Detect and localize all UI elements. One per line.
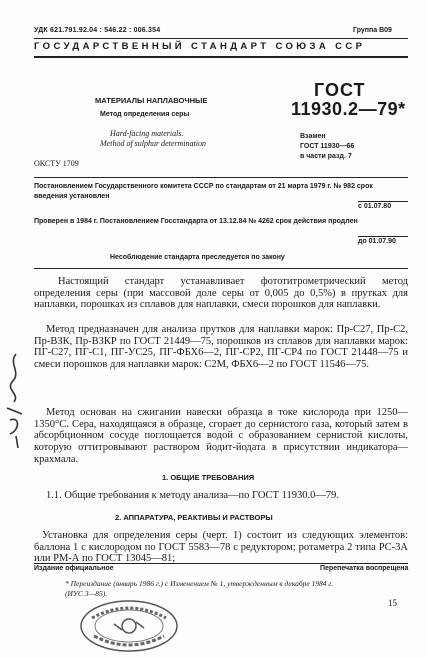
method-title: Метод определения серы: [100, 111, 190, 118]
paragraph-principle: Метод основан на сжигании навески образца в токе кислорода при 1250—1350°С. Сера, находящаяся в образце, сгорает до сернистого газа, который затем в абсорбционном сосуде поглощается водой с образованием сернистой кислоты, которую оттитровывают раствором йодит-йодата в присутствии индикатора—крахмала.: [34, 407, 408, 465]
paragraph-scope: Настоящий стандарт устанавливает фототитрометрический метод определения серы (при массовой доле серы от 0,005 до 0,5%) в прутках для наплавки, порошках из сплавов для наплавки, смеси порошков для наплавки.: [34, 276, 408, 311]
replace-part: в части разд. 7: [300, 153, 352, 160]
checked-text: Проверен в 1984 г. Постановлением Госстандарта от 13.12.84 № 4262 срок действия продлен: [34, 218, 358, 225]
section-2-paragraph: Установка для определения серы (черт. 1) состоит из следующих элементов: баллона 1 с кислородом по ГОСТ 5583—78 с редуктором; ротаметра 2 типа РС-3А или РМ-А по ГОСТ 13045—81;: [34, 530, 408, 565]
page-number: 15: [388, 598, 397, 608]
section-1-title: 1. ОБЩИЕ ТРЕБОВАНИЯ: [162, 473, 255, 482]
english-title-2: Method of sulphur determination: [100, 139, 206, 148]
standard-header: ГОСУДАРСТВЕННЫЙ СТАНДАРТ СОЮЗА ССР: [34, 41, 366, 52]
date-rule-2: [358, 236, 408, 237]
gost-label: ГОСТ: [314, 80, 366, 100]
decree-rule: [34, 177, 408, 178]
header-rule: [34, 56, 408, 58]
udk-code: УДК 621.791.92.04 : 546.22 : 006.354: [34, 27, 161, 34]
group-code: Группа В09: [353, 27, 392, 34]
replace-text: ГОСТ 11930—66: [300, 143, 355, 150]
reprint-prohibited: Перепечатка воспрещена: [320, 565, 409, 572]
extended-date: до 01.07.90: [358, 238, 396, 245]
handwritten-margin-note-image: [2, 350, 28, 450]
section-1-paragraph: 1.1. Общие требования к методу анализа—по ГОСТ 11930.0—79.: [46, 490, 339, 501]
non-compliance-note: Несоблюдение стандарта преследуется по закону: [110, 254, 285, 261]
materials-title: МАТЕРИАЛЫ НАПЛАВОЧНЫЕ: [95, 96, 208, 105]
date-rule-1: [358, 201, 408, 202]
body-rule: [34, 268, 408, 269]
official-edition: Издание официальное: [34, 565, 114, 572]
okstu-code: ОКСТУ 1709: [34, 159, 79, 168]
footer-rule: [34, 563, 408, 564]
top-rule: [34, 38, 408, 39]
decree-text: Постановлением Государственного комитета СССР по стандартам от 21 марта 1979 г. № 982 срок введения установлен: [34, 183, 373, 200]
replace-label: Взамен: [300, 133, 326, 140]
section-2-title: 2. АППАРАТУРА, РЕАКТИВЫ И РАСТВОРЫ: [115, 513, 273, 522]
paragraph-application: Метод предназначен для анализа прутков для наплавки марок: Пр-С27, Пр-С2, Пр-ВЗК, Пр-ВЗКР по ГОСТ 21449—75, порошков из сплавов для наплавки марок: ПГ-С27, ПГ-С1, ПГ-УС25, ПГ-ФБХ6—2, ПГ-СР2, ПГ-СР4 по ГОСТ 21448—75 и смеси порошков для наплавки марок: С2М, ФБХ6—2 по ГОСТ 11546—75.: [34, 324, 408, 371]
gost-number: 11930.2—79*: [291, 99, 406, 119]
intro-date: с 01.07.80: [358, 203, 392, 210]
english-title-1: Hard-facing materials.: [110, 129, 184, 138]
library-stamp-image: [74, 596, 184, 656]
reissue-note: * Переиздание (январь 1986 г.) с Изменением № 1, утвержденным в декабре 1984 г. (ИУС 3—85).: [65, 579, 334, 598]
